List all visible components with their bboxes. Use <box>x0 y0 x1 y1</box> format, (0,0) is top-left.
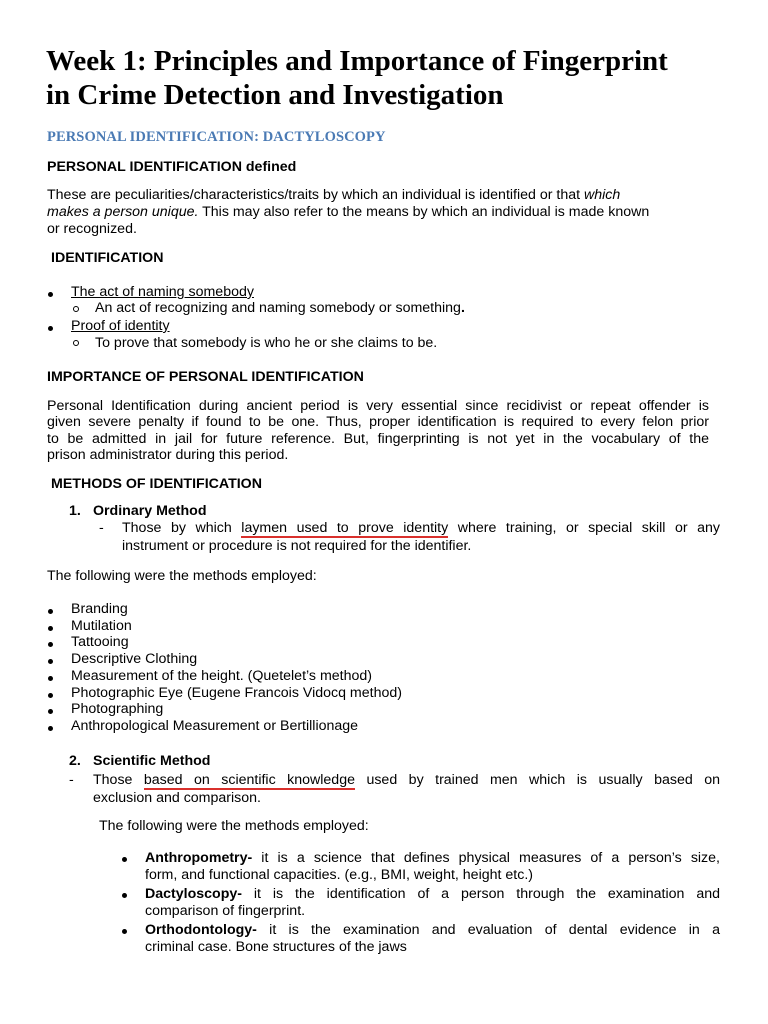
identification-item-label: Proof of identity <box>71 318 170 334</box>
list-item: Descriptive Clothing <box>71 651 198 667</box>
methods-employed-label: The following were the methods employed: <box>47 568 317 584</box>
page-title-line-2: in Crime Detection and Investigation <box>46 79 504 111</box>
dash-marker: - <box>69 772 74 788</box>
importance-line: Personal Identification during ancient period is very essential since recidivist or repeat offender is <box>47 398 709 414</box>
identification-sub-item: An act of recognizing and naming somebody or something. <box>95 300 465 316</box>
scientific-method-title: Scientific Method <box>93 753 211 769</box>
ordinary-method-number: 1. <box>69 503 81 519</box>
importance-line: given severe penalty if found to be one. Thus, proper identification is required to every felon prior <box>47 414 709 430</box>
sub-bullet-icon <box>73 306 79 312</box>
bullet-icon <box>122 929 127 934</box>
list-item: Branding <box>71 601 128 617</box>
identification-item-label: The act of naming somebody <box>71 284 254 300</box>
ordinary-method-line-1: Those by which laymen used to prove identity where training, or special skill or any <box>122 520 720 536</box>
scientific-list-item-line-1: Orthodontology- it is the examination and evaluation of dental evidence in a <box>145 922 720 938</box>
list-item: Tattooing <box>71 634 129 650</box>
scientific-list-item-line-2: comparison of fingerprint. <box>145 903 306 919</box>
scientific-list-item-line-1: Anthropometry- it is a science that defines physical measures of a person’s size, <box>145 850 720 866</box>
dash-marker: - <box>99 520 104 536</box>
bullet-icon <box>48 693 53 698</box>
scientific-method-number: 2. <box>69 753 81 769</box>
bullet-icon <box>122 893 127 898</box>
bullet-icon <box>48 676 53 681</box>
ordinary-method-line-2: instrument or procedure is not required for the identifier. <box>122 538 472 554</box>
scientific-list-item-line-2: form, and functional capacities. (e.g., BMI, weight, height etc.) <box>145 867 533 883</box>
identification-sub-item: To prove that somebody is who he or she claims to be. <box>95 335 438 351</box>
bullet-icon <box>48 642 53 647</box>
importance-heading: IMPORTANCE OF PERSONAL IDENTIFICATION <box>47 369 364 385</box>
importance-line: prison administrator during this period. <box>47 447 289 463</box>
bullet-icon <box>48 292 53 297</box>
section-heading: PERSONAL IDENTIFICATION: DACTYLOSCOPY <box>47 129 386 145</box>
list-item: Anthropological Measurement or Bertillionage <box>71 718 359 734</box>
sub-bullet-icon <box>73 340 79 346</box>
page-title-line-1: Week 1: Principles and Importance of Fingerprint <box>46 45 668 77</box>
identification-heading: IDENTIFICATION <box>51 250 164 266</box>
scientific-list-item-line-2: criminal case. Bone structures of the jaws <box>145 939 407 955</box>
definition-line-1: These are peculiarities/characteristics/traits by which an individual is identified or that which <box>47 187 621 203</box>
bullet-icon <box>48 609 53 614</box>
scientific-method-line-2: exclusion and comparison. <box>93 790 261 806</box>
bullet-icon <box>48 709 53 714</box>
scientific-method-line-1: Those based on scientific knowledge used by trained men which is usually based on <box>93 772 721 788</box>
list-item: Photographic Eye (Eugene Francois Vidocq method) <box>71 685 402 701</box>
methods-heading: METHODS OF IDENTIFICATION <box>51 476 262 492</box>
importance-line: to be admitted in jail for future reference. But, fingerprinting is not yet in the vocabulary of the <box>47 431 709 447</box>
bullet-icon <box>48 659 53 664</box>
bullet-icon <box>48 726 53 731</box>
definition-heading: PERSONAL IDENTIFICATION defined <box>47 159 297 175</box>
definition-line-2: makes a person unique. This may also refer to the means by which an individual is made known <box>47 204 650 220</box>
scientific-list-item-line-1: Dactyloscopy- it is the identification of a person through the examination and <box>145 886 720 902</box>
list-item: Mutilation <box>71 618 132 634</box>
list-item: Photographing <box>71 701 164 717</box>
ordinary-method-title: Ordinary Method <box>93 503 207 519</box>
bullet-icon <box>48 326 53 331</box>
definition-line-3: or recognized. <box>47 221 137 237</box>
scientific-methods-employed-label: The following were the methods employed: <box>99 818 369 834</box>
bullet-icon <box>122 857 127 862</box>
bullet-icon <box>48 626 53 631</box>
list-item: Measurement of the height. (Quetelet’s method) <box>71 668 372 684</box>
